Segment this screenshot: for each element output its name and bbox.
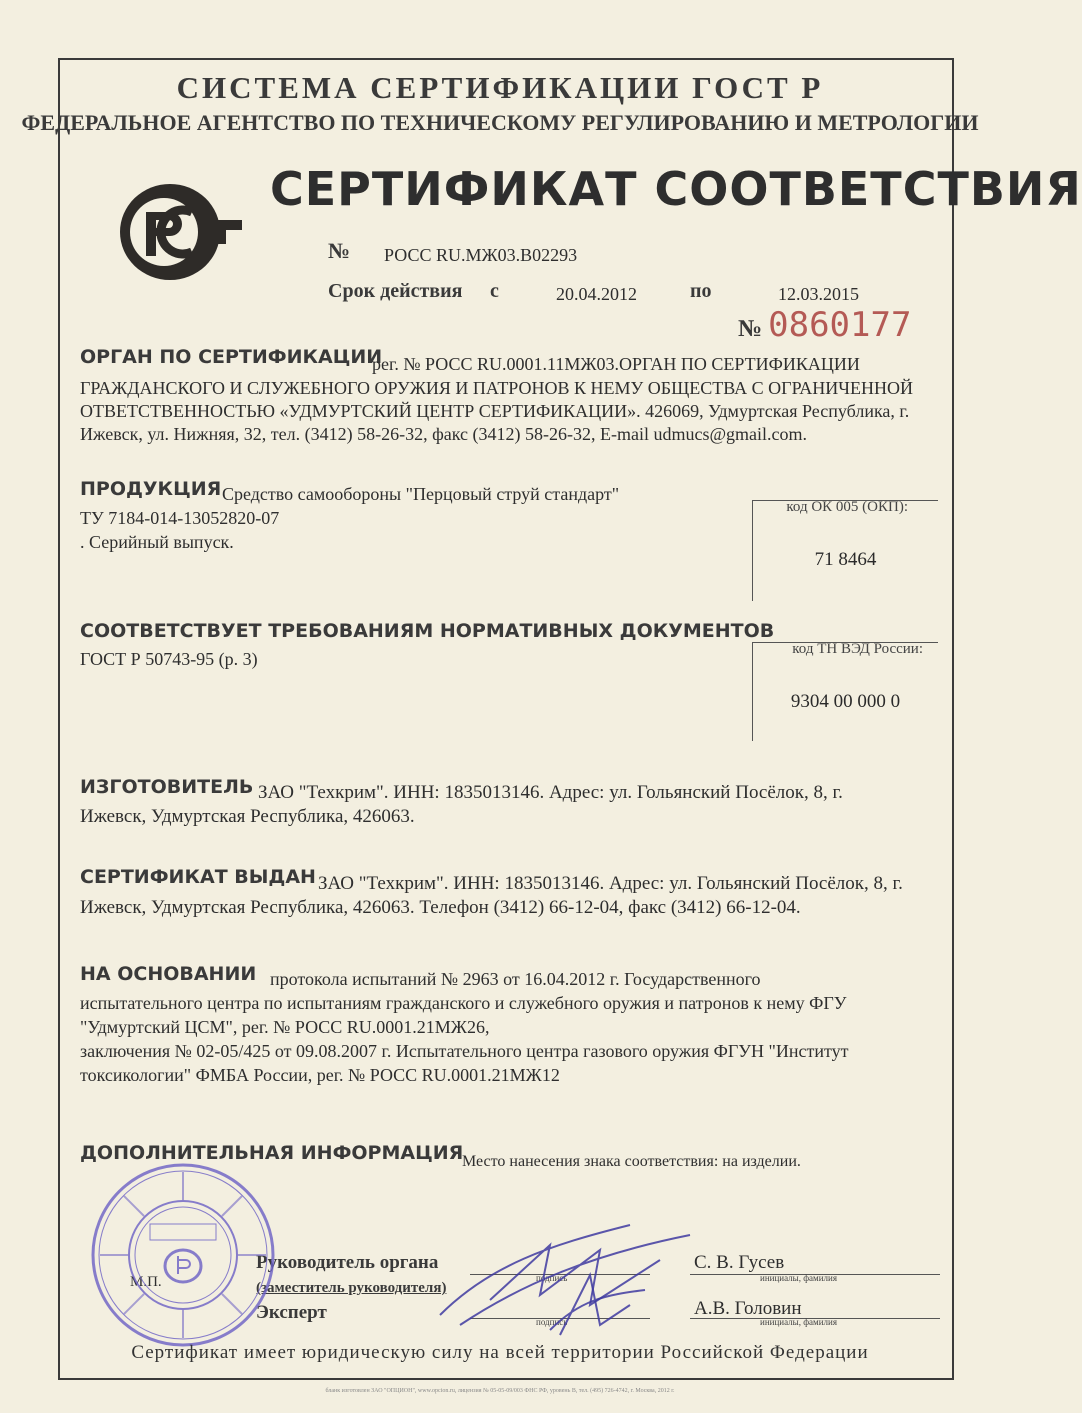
organ-label: ОРГАН ПО СЕРТИФИКАЦИИ	[80, 346, 383, 368]
okp-code-value: 71 8464	[814, 549, 877, 570]
expert-name: А.В. Головин	[694, 1298, 802, 1319]
head-name: С. В. Гусев	[694, 1252, 785, 1273]
conformity-label: СООТВЕТСТВУЕТ ТРЕБОВАНИЯМ НОРМАТИВНЫХ ДОКУМЕНТОВ	[80, 620, 775, 642]
to-label: по	[690, 280, 712, 302]
mp-label: М.П.	[130, 1274, 162, 1290]
additional-label: ДОПОЛНИТЕЛЬНАЯ ИНФОРМАЦИЯ	[80, 1142, 464, 1164]
validity-label: Срок действия	[328, 280, 463, 302]
deputy-label: (заместитель руководителя)	[256, 1280, 447, 1296]
head-sign-caption: подпись	[536, 1273, 568, 1283]
expert-sign-caption: подпись	[536, 1317, 568, 1327]
manufacturer-line-1: ЗАО "Техкрим". ИНН: 1835013146. Адрес: ул. Гольянский Посёлок, 8, г.	[258, 782, 843, 803]
organ-line-3: ОТВЕТСТВЕННОСТЬЮ «УДМУРТСКИЙ ЦЕНТР СЕРТИФИКАЦИИ». 426069, Удмуртская Республика, г.	[80, 401, 910, 421]
basis-line-1: протокола испытаний № 2963 от 16.04.2012 г. Государственного	[270, 969, 761, 989]
footer-text: Сертификат имеет юридическую силу на всей территории Российской Федерации	[131, 1342, 869, 1363]
agency-name: ФЕДЕРАЛЬНОЕ АГЕНТСТВО ПО ТЕХНИЧЕСКОМУ РЕГУЛИРОВАНИЮ И МЕТРОЛОГИИ	[21, 110, 979, 135]
product-line-3: . Серийный выпуск.	[80, 532, 234, 552]
system-title: СИСТЕМА СЕРТИФИКАЦИИ ГОСТ Р	[176, 70, 824, 105]
signature-scribble	[430, 1205, 710, 1345]
basis-line-4: заключения № 02-05/425 от 09.08.2007 г. Испытательного центра газового оружия ФГУН "Институт	[80, 1041, 849, 1061]
tnved-code-value: 9304 00 000 0	[790, 691, 901, 712]
tnved-code-box	[752, 642, 938, 741]
serial-value: 0860177	[768, 305, 912, 345]
expert-name-caption: инициалы, фамилия	[760, 1317, 837, 1327]
serial-symbol: №	[738, 316, 763, 342]
issued-line-1: ЗАО "Техкрим". ИНН: 1835013146. Адрес: ул. Гольянский Посёлок, 8, г.	[318, 873, 903, 894]
head-label: Руководитель органа	[256, 1252, 439, 1273]
issued-label: СЕРТИФИКАТ ВЫДАН	[80, 866, 316, 888]
logo-text: РСТ	[118, 182, 120, 183]
date-to: 12.03.2015	[778, 284, 859, 304]
basis-label: НА ОСНОВАНИИ	[80, 963, 257, 985]
basis-line-5: токсикологии" ФМБА России, рег. № РОСС RU.0001.21МЖ12	[80, 1065, 560, 1085]
product-line-1: Средство самообороны "Перцовый струй стандарт"	[222, 484, 620, 504]
basis-line-2: испытательного центра по испытаниям гражданского и служебного оружия и патронов к нему ФГУ	[80, 993, 847, 1013]
basis-line-3: "Удмуртский ЦСМ", рег. № РОСС RU.0001.21МЖ26,	[80, 1017, 490, 1037]
date-from: 20.04.2012	[556, 284, 637, 304]
fine-print: бланк изготовлен ЗАО "ОПЦИОН", www.opcion.ru, лицензия № 05-05-09/003 ФНС РФ, уровень В, тел. (495) 726-4742, г. Москва, 2012 г.	[325, 1388, 675, 1394]
organ-line-2: ГРАЖДАНСКОГО И СЛУЖЕБНОГО ОРУЖИЯ И ПАТРОНОВ К НЕМУ ОБЩЕСТВА С ОГРАНИЧЕННОЙ	[80, 378, 913, 398]
issued-line-2: Ижевск, Удмуртская Республика, 426063. Телефон (3412) 66-12-04, факс (3412) 66-12-04.	[80, 897, 801, 918]
product-line-2: ТУ 7184-014-13052820-07	[80, 508, 280, 528]
certificate-number: РОСС RU.МЖ03.В02293	[384, 245, 578, 265]
document-title: СЕРТИФИКАТ СООТВЕТСТВИЯ	[270, 162, 1082, 216]
organ-line-1: рег. № РОСС RU.0001.11МЖ03.ОРГАН ПО СЕРТИФИКАЦИИ	[372, 354, 860, 374]
serial-number	[738, 305, 911, 345]
manufacturer-label: ИЗГОТОВИТЕЛЬ	[80, 776, 254, 798]
from-label: с	[490, 280, 499, 302]
number-symbol: №	[328, 238, 351, 263]
rst-logo-icon	[118, 182, 244, 282]
additional-text: Место нанесения знака соответствия: на изделии.	[462, 1153, 801, 1170]
organ-line-4: Ижевск, ул. Нижняя, 32, тел. (3412) 58-26-32, факс (3412) 58-26-32, E-mail udmucs@gmail.com.	[80, 424, 808, 444]
head-name-caption: инициалы, фамилия	[760, 1273, 837, 1283]
tnved-code-caption: код ТН ВЭД России:	[792, 641, 923, 657]
product-label: ПРОДУКЦИЯ	[80, 478, 222, 500]
manufacturer-line-2: Ижевск, Удмуртская Республика, 426063.	[80, 806, 415, 827]
organization-stamp-icon	[88, 1160, 278, 1350]
okp-code-box	[752, 500, 938, 601]
conformity-document: ГОСТ Р 50743-95 (р. 3)	[80, 649, 258, 669]
okp-code-caption: код ОК 005 (ОКП):	[786, 499, 908, 515]
expert-label: Эксперт	[256, 1302, 327, 1323]
